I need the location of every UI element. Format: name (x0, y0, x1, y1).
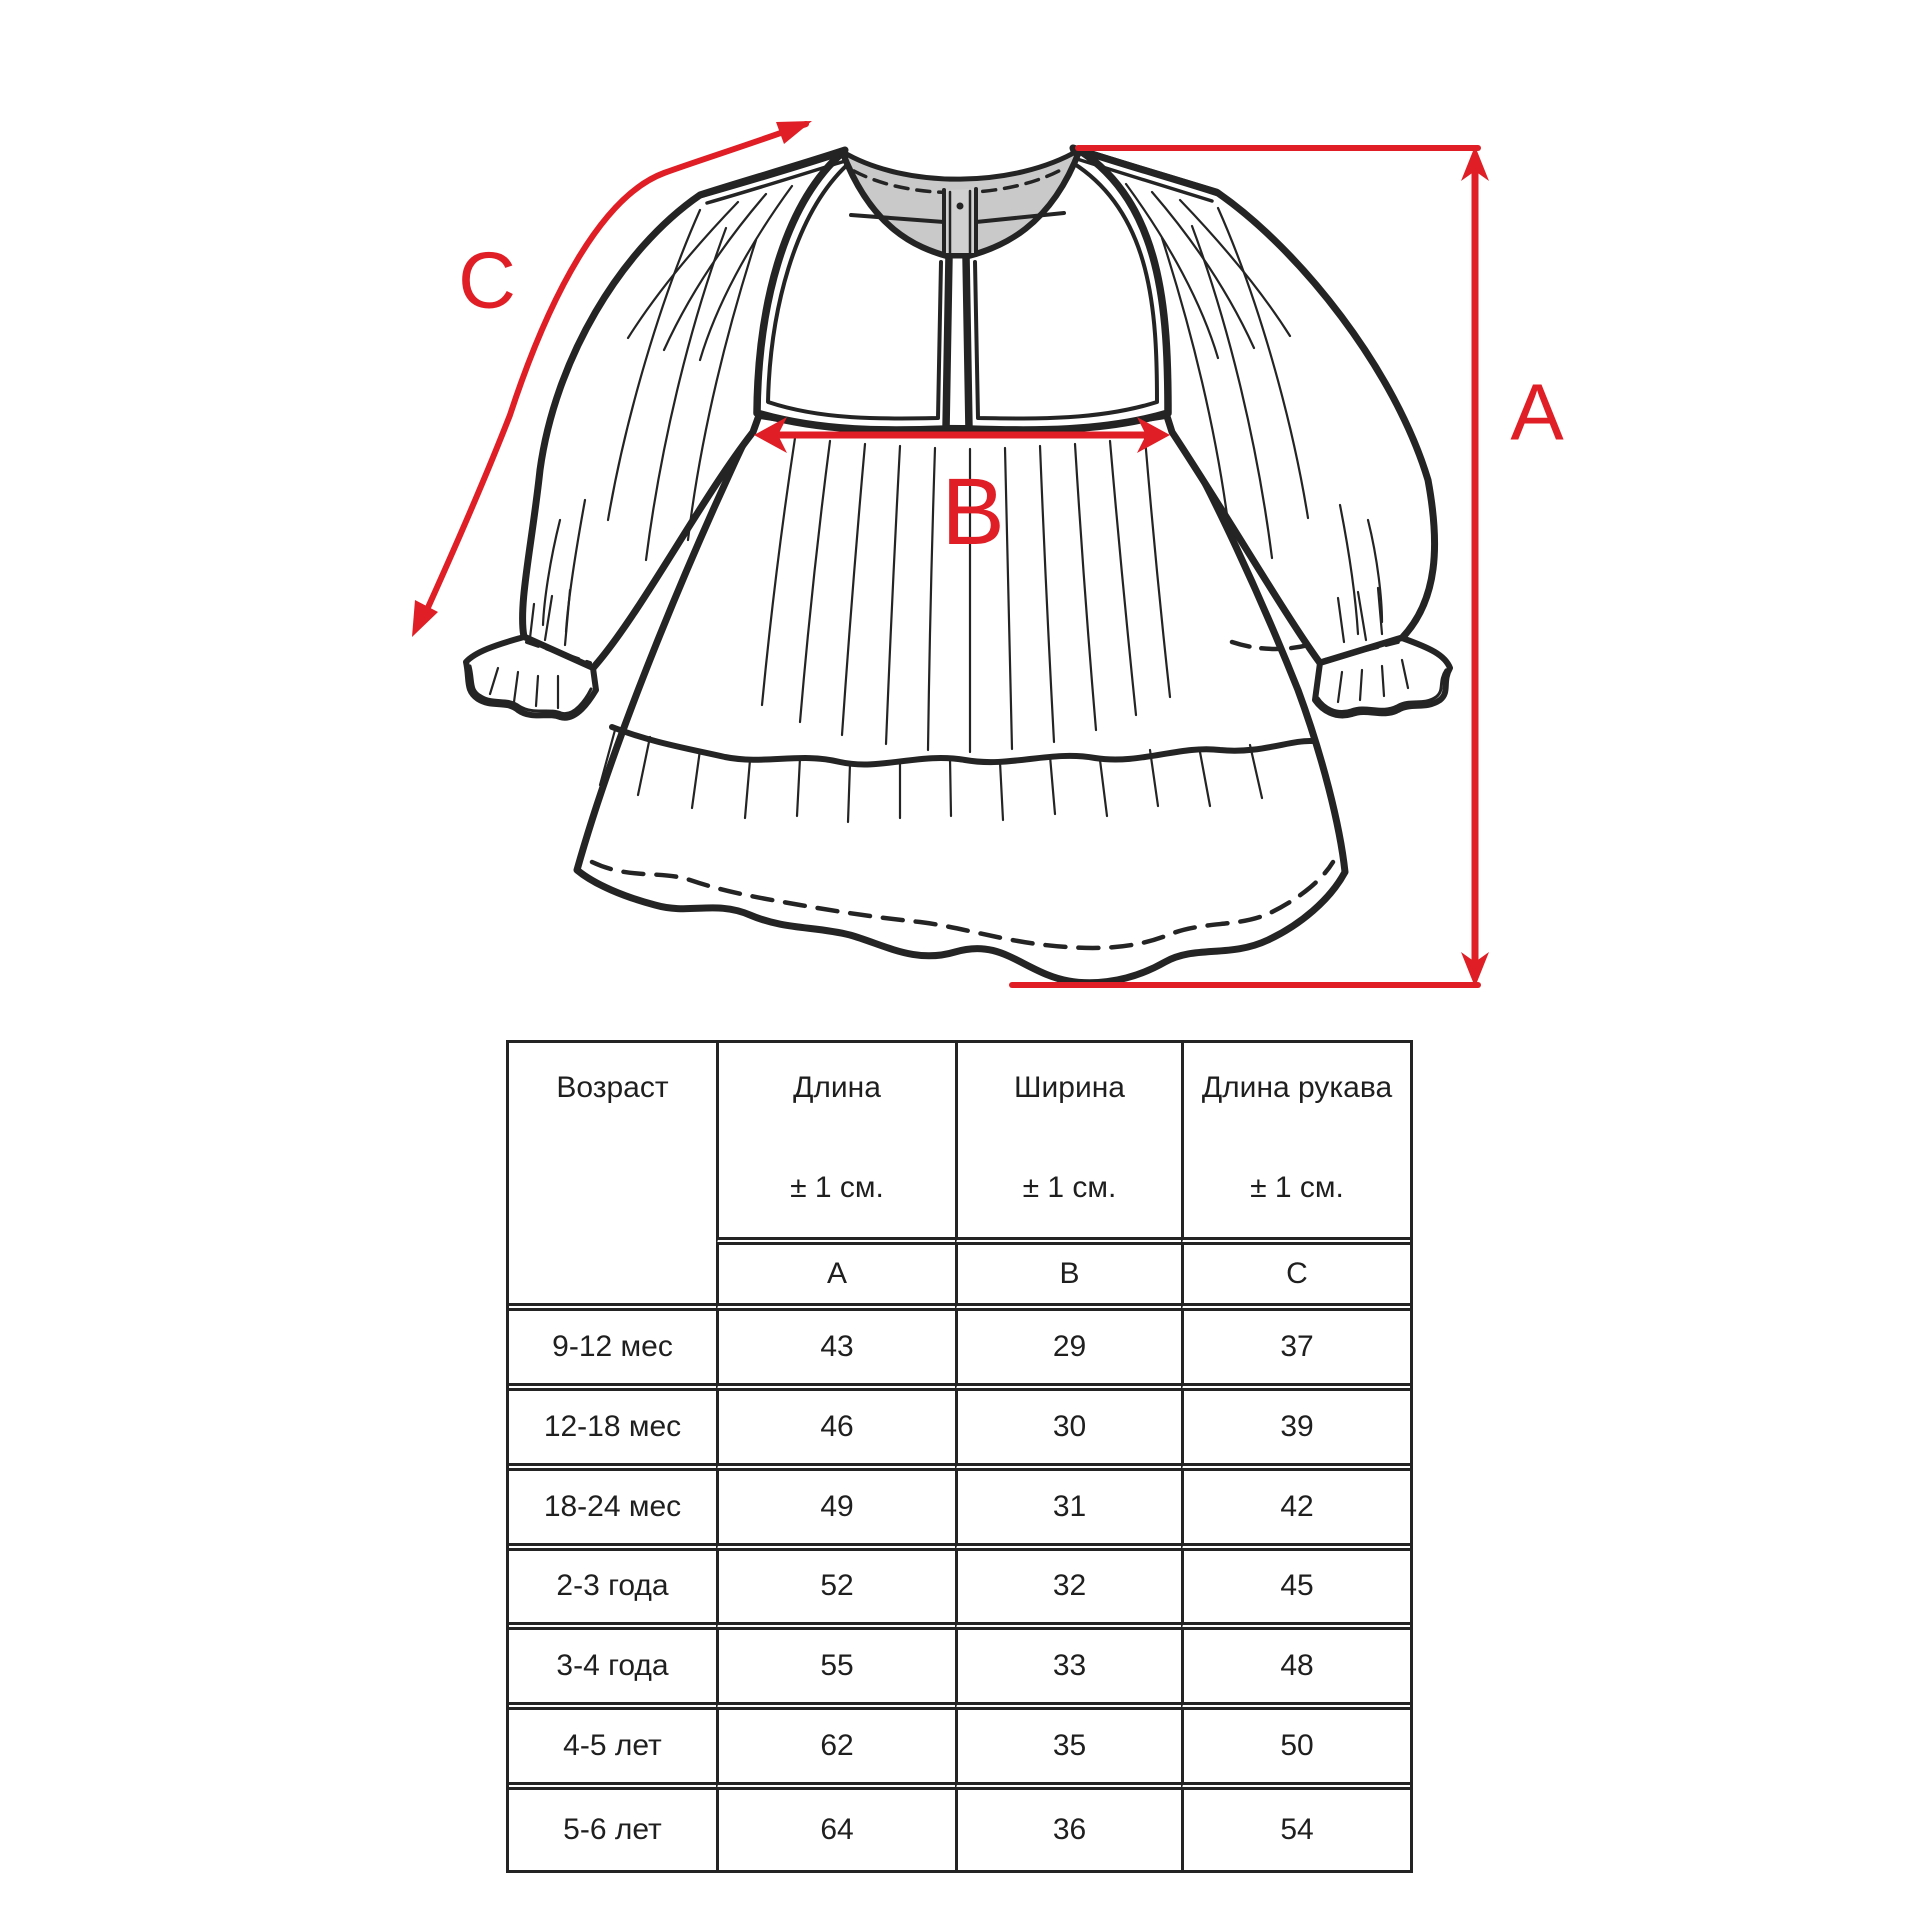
value-cell: 35 (955, 1710, 1181, 1790)
value-cell: 50 (1181, 1710, 1410, 1790)
tolerance-note: ± 1 см. (790, 1171, 884, 1204)
column-header-width (955, 1043, 1181, 1245)
value-cell: 42 (1181, 1471, 1410, 1551)
value-cell: 52 (716, 1551, 955, 1631)
value-cell: 31 (955, 1471, 1181, 1551)
value-cell: 30 (955, 1391, 1181, 1471)
letter-cell-a: A (716, 1245, 955, 1311)
column-title: Длина (793, 1071, 881, 1104)
column-header-age (509, 1043, 716, 1311)
value-cell: 49 (716, 1471, 955, 1551)
garment-sketch (466, 148, 1450, 983)
age-cell: 2-3 года (509, 1551, 716, 1631)
value-cell: 54 (1181, 1790, 1410, 1870)
value-cell: 36 (955, 1790, 1181, 1870)
dimension-label-c: C (458, 235, 516, 325)
column-title: Ширина (1014, 1071, 1125, 1104)
age-cell: 4-5 лет (509, 1710, 716, 1790)
age-cell: 3-4 года (509, 1630, 716, 1710)
column-title: Длина рукава (1201, 1071, 1393, 1104)
age-cell: 12-18 мес (509, 1391, 716, 1471)
column-header-sleeve (1181, 1043, 1410, 1245)
placket-button (957, 203, 964, 210)
value-cell: 32 (955, 1551, 1181, 1631)
value-cell: 43 (716, 1311, 955, 1391)
age-cell: 5-6 лет (563, 1813, 662, 1847)
value-cell: 62 (716, 1710, 955, 1790)
size-table (506, 1040, 1413, 1873)
column-header-length (716, 1043, 955, 1245)
tolerance-note: ± 1 см. (1250, 1171, 1344, 1204)
dimension-label-b: B (941, 459, 1005, 565)
value-cell: 39 (1181, 1391, 1410, 1471)
letter-cell-b: B (955, 1245, 1181, 1311)
value-cell: 37 (1181, 1311, 1410, 1391)
column-title: Возраст (556, 1071, 669, 1104)
age-cell: 18-24 мес (509, 1471, 716, 1551)
value-cell: 64 (716, 1790, 955, 1870)
tolerance-note: ± 1 см. (1022, 1171, 1117, 1204)
age-cell: 9-12 мес (509, 1311, 716, 1391)
value-cell: 45 (1181, 1551, 1410, 1631)
value-cell: 29 (955, 1311, 1181, 1391)
value-cell: 46 (716, 1391, 955, 1471)
value-cell: 55 (716, 1630, 955, 1710)
value-cell: 33 (955, 1630, 1181, 1710)
letter-cell-c: C (1181, 1245, 1410, 1311)
dimension-label-a: A (1510, 367, 1564, 457)
value-cell: 48 (1181, 1630, 1410, 1710)
